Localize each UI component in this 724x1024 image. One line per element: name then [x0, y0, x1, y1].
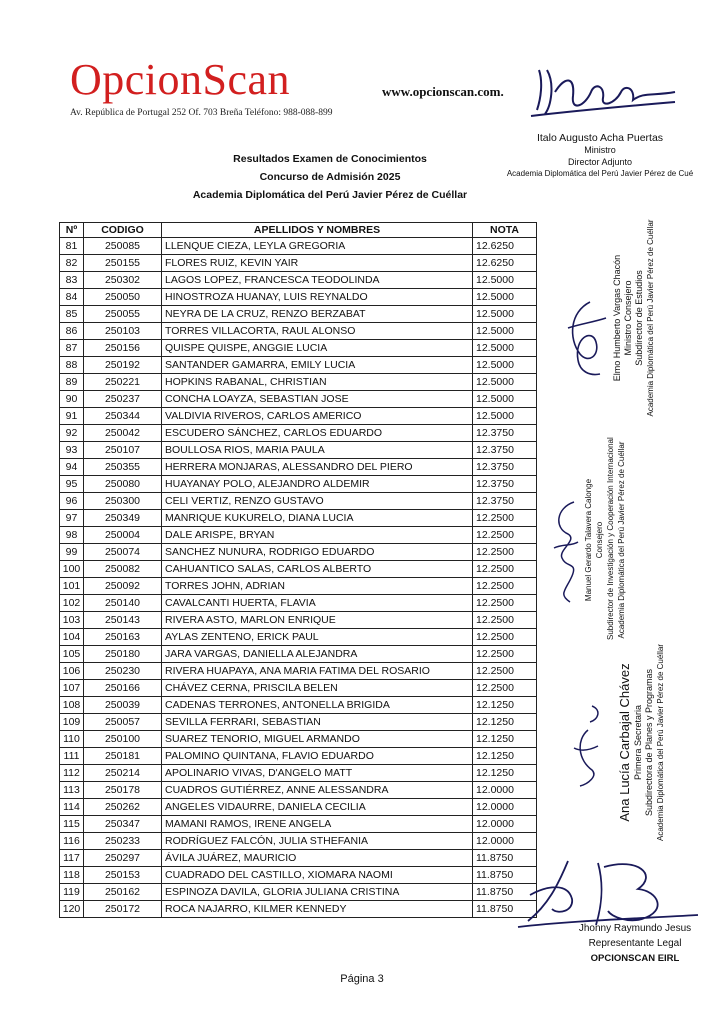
- row-grade: 12.2500: [473, 561, 537, 578]
- row-code: 250092: [84, 578, 162, 595]
- row-name: DALE ARISPE, BRYAN: [162, 527, 473, 544]
- side-signatory-3-line2: Subdirectora de Planes y Programas: [644, 668, 654, 817]
- row-grade: 12.6250: [473, 238, 537, 255]
- side-signatory-3-line1: Primera Secretaria: [633, 704, 643, 781]
- page-number: Página 3: [340, 973, 384, 985]
- row-grade: 12.2500: [473, 544, 537, 561]
- table-row: [60, 833, 537, 850]
- row-name: SUAREZ TENORIO, MIGUEL ARMANDO: [162, 731, 473, 748]
- table-row: [60, 748, 537, 765]
- row-number: 105: [60, 646, 84, 663]
- row-number: 108: [60, 697, 84, 714]
- row-code: 250166: [84, 680, 162, 697]
- row-number: 118: [60, 867, 84, 884]
- row-code: 250192: [84, 357, 162, 374]
- table-row: [60, 646, 537, 663]
- row-code: 250172: [84, 901, 162, 918]
- row-grade: 12.2500: [473, 629, 537, 646]
- row-name: QUISPE QUISPE, ANGGIE LUCIA: [162, 340, 473, 357]
- table-row: [60, 782, 537, 799]
- row-name: TORRES VILLACORTA, RAUL ALONSO: [162, 323, 473, 340]
- row-grade: 12.5000: [473, 391, 537, 408]
- top-signatory-line3: Academia Diplomática del Perú Javier Pérez de Cué: [506, 169, 694, 178]
- top-signatory-name: Italo Augusto Acha Puertas: [536, 132, 664, 144]
- row-number: 82: [60, 255, 84, 272]
- company-address: Av. República de Portugal 252 Of. 703 Breña Teléfono: 988-088-899: [70, 108, 333, 118]
- representative-role: Representante Legal: [588, 938, 682, 949]
- row-grade: 12.2500: [473, 527, 537, 544]
- side-signatory-1-line2: Subdirector de Estudios: [634, 270, 644, 366]
- row-number: 119: [60, 884, 84, 901]
- row-grade: 12.3750: [473, 425, 537, 442]
- row-code: 250178: [84, 782, 162, 799]
- row-number: 100: [60, 561, 84, 578]
- row-number: 92: [60, 425, 84, 442]
- row-number: 117: [60, 850, 84, 867]
- side-signature-1-graphic: [560, 298, 610, 380]
- row-number: 94: [60, 459, 84, 476]
- row-code: 250107: [84, 442, 162, 459]
- row-grade: 12.2500: [473, 646, 537, 663]
- row-code: 250233: [84, 833, 162, 850]
- row-grade: 12.1250: [473, 748, 537, 765]
- top-signature-graphic: [525, 62, 685, 124]
- row-grade: 11.8750: [473, 884, 537, 901]
- row-name: CELI VERTIZ, RENZO GUSTAVO: [162, 493, 473, 510]
- row-name: HERRERA MONJARAS, ALESSANDRO DEL PIERO: [162, 459, 473, 476]
- row-code: 250302: [84, 272, 162, 289]
- table-row: [60, 340, 537, 357]
- row-grade: 12.1250: [473, 731, 537, 748]
- row-grade: 12.5000: [473, 306, 537, 323]
- row-grade: 12.1250: [473, 697, 537, 714]
- table-row: [60, 272, 537, 289]
- table-row: [60, 238, 537, 255]
- row-grade: 12.5000: [473, 408, 537, 425]
- row-name: SANTANDER GAMARRA, EMILY LUCIA: [162, 357, 473, 374]
- row-code: 250140: [84, 595, 162, 612]
- row-number: 97: [60, 510, 84, 527]
- row-code: 250262: [84, 799, 162, 816]
- side-signatory-1-line1: Ministro Consejero: [623, 280, 633, 356]
- row-grade: 12.5000: [473, 340, 537, 357]
- row-number: 114: [60, 799, 84, 816]
- row-grade: 12.0000: [473, 782, 537, 799]
- representative-company: OPCIONSCAN EIRL: [590, 953, 680, 964]
- row-name: PALOMINO QUINTANA, FLAVIO EDUARDO: [162, 748, 473, 765]
- row-number: 95: [60, 476, 84, 493]
- row-name: SANCHEZ NUNURA, RODRIGO EDUARDO: [162, 544, 473, 561]
- table-row: [60, 867, 537, 884]
- row-code: 250082: [84, 561, 162, 578]
- table-row: [60, 612, 537, 629]
- row-code: 250155: [84, 255, 162, 272]
- row-number: 85: [60, 306, 84, 323]
- table-row: [60, 850, 537, 867]
- row-number: 96: [60, 493, 84, 510]
- row-number: 89: [60, 374, 84, 391]
- row-number: 86: [60, 323, 84, 340]
- row-grade: 12.3750: [473, 493, 537, 510]
- row-code: 250057: [84, 714, 162, 731]
- header-name: APELLIDOS Y NOMBRES: [162, 223, 473, 238]
- results-table: [59, 222, 537, 918]
- row-name: JARA VARGAS, DANIELLA ALEJANDRA: [162, 646, 473, 663]
- table-row: [60, 306, 537, 323]
- side-signatory-3: [617, 635, 666, 850]
- row-grade: 12.2500: [473, 510, 537, 527]
- side-signatory-3-line3: Academia Diplomática del Perú Javier Pérez de Cuéllar: [656, 644, 665, 841]
- row-code: 250180: [84, 646, 162, 663]
- row-grade: 12.6250: [473, 255, 537, 272]
- row-grade: 11.8750: [473, 850, 537, 867]
- row-name: ESPINOZA DAVILA, GLORIA JULIANA CRISTINA: [162, 884, 473, 901]
- row-number: 115: [60, 816, 84, 833]
- row-number: 113: [60, 782, 84, 799]
- row-name: RIVERA ASTO, MARLON ENRIQUE: [162, 612, 473, 629]
- row-number: 103: [60, 612, 84, 629]
- top-signatory-line1: Ministro: [584, 145, 616, 155]
- row-name: HINOSTROZA HUANAY, LUIS REYNALDO: [162, 289, 473, 306]
- row-code: 250153: [84, 867, 162, 884]
- side-signatory-2: [583, 437, 627, 640]
- row-code: 250349: [84, 510, 162, 527]
- row-name: ESCUDERO SÁNCHEZ, CARLOS EDUARDO: [162, 425, 473, 442]
- table-row: [60, 816, 537, 833]
- side-signatory-1-line3: Academia Diplomática del Perú Javier Pérez de Cuéllar: [646, 219, 655, 417]
- row-code: 250163: [84, 629, 162, 646]
- table-row: [60, 493, 537, 510]
- row-code: 250055: [84, 306, 162, 323]
- side-signatory-1: [612, 218, 656, 418]
- row-grade: 12.2500: [473, 663, 537, 680]
- row-name: ANGELES VIDAURRE, DANIELA CECILIA: [162, 799, 473, 816]
- row-grade: 11.8750: [473, 901, 537, 918]
- row-name: CADENAS TERRONES, ANTONELLA BRIGIDA: [162, 697, 473, 714]
- row-name: AYLAS ZENTENO, ERICK PAUL: [162, 629, 473, 646]
- row-number: 87: [60, 340, 84, 357]
- table-row: [60, 255, 537, 272]
- top-signatory-block: [500, 132, 700, 180]
- table-row: [60, 425, 537, 442]
- row-grade: 12.3750: [473, 442, 537, 459]
- row-name: ROCA NAJARRO, KILMER KENNEDY: [162, 901, 473, 918]
- row-code: 250039: [84, 697, 162, 714]
- side-signatory-2-line3: Academia Diplomática del Perú Javier Pérez de Cuéllar: [617, 441, 626, 639]
- row-number: 81: [60, 238, 84, 255]
- table-row: [60, 442, 537, 459]
- row-name: HUAYANAY POLO, ALEJANDRO ALDEMIR: [162, 476, 473, 493]
- table-row: [60, 391, 537, 408]
- table-row: [60, 527, 537, 544]
- row-name: CHÁVEZ CERNA, PRISCILA BELEN: [162, 680, 473, 697]
- row-code: 250074: [84, 544, 162, 561]
- row-code: 250042: [84, 425, 162, 442]
- row-grade: 12.0000: [473, 816, 537, 833]
- row-number: 88: [60, 357, 84, 374]
- row-grade: 12.5000: [473, 357, 537, 374]
- row-code: 250085: [84, 238, 162, 255]
- side-signatory-2-line1: Consejero: [595, 521, 604, 559]
- header-grade: NOTA: [473, 223, 537, 238]
- row-code: 250221: [84, 374, 162, 391]
- row-code: 250347: [84, 816, 162, 833]
- row-code: 250297: [84, 850, 162, 867]
- title-line-1: Resultados Examen de Conocimientos: [233, 153, 427, 165]
- row-code: 250214: [84, 765, 162, 782]
- row-name: ÁVILA JUÁREZ, MAURICIO: [162, 850, 473, 867]
- row-grade: 12.2500: [473, 578, 537, 595]
- side-signatory-1-name: Elmo Humberto Vargas Chacón: [612, 254, 622, 382]
- table-row: [60, 476, 537, 493]
- table-row: [60, 629, 537, 646]
- table-row: [60, 697, 537, 714]
- table-row: [60, 561, 537, 578]
- row-grade: 12.5000: [473, 374, 537, 391]
- row-name: TORRES JOHN, ADRIAN: [162, 578, 473, 595]
- row-name: NEYRA DE LA CRUZ, RENZO BERZABAT: [162, 306, 473, 323]
- row-grade: 12.1250: [473, 714, 537, 731]
- header-number: Nº: [60, 223, 84, 238]
- row-code: 250162: [84, 884, 162, 901]
- row-code: 250230: [84, 663, 162, 680]
- table-row: [60, 357, 537, 374]
- row-number: 111: [60, 748, 84, 765]
- row-grade: 12.2500: [473, 680, 537, 697]
- row-number: 112: [60, 765, 84, 782]
- row-code: 250080: [84, 476, 162, 493]
- row-grade: 12.2500: [473, 612, 537, 629]
- company-logo: OpcionScan: [70, 55, 291, 104]
- table-row: [60, 731, 537, 748]
- row-grade: 12.5000: [473, 272, 537, 289]
- side-signature-3-graphic: [568, 700, 608, 790]
- row-code: 250181: [84, 748, 162, 765]
- row-code: 250143: [84, 612, 162, 629]
- title-line-3: Academia Diplomática del Perú Javier Pérez de Cuéllar: [192, 189, 468, 201]
- row-name: MAMANI RAMOS, IRENE ANGELA: [162, 816, 473, 833]
- table-row: [60, 884, 537, 901]
- row-name: RIVERA HUAPAYA, ANA MARIA FATIMA DEL ROSARIO: [162, 663, 473, 680]
- row-code: 250156: [84, 340, 162, 357]
- table-row: [60, 663, 537, 680]
- row-code: 250344: [84, 408, 162, 425]
- row-number: 99: [60, 544, 84, 561]
- table-row: [60, 544, 537, 561]
- table-row: [60, 374, 537, 391]
- row-name: MANRIQUE KUKURELO, DIANA LUCIA: [162, 510, 473, 527]
- representative-name: Jhonny Raymundo Jesus: [578, 923, 692, 934]
- row-code: 250355: [84, 459, 162, 476]
- representative-block: [560, 921, 710, 966]
- row-name: FLORES RUIZ, KEVIN YAIR: [162, 255, 473, 272]
- row-grade: 12.3750: [473, 459, 537, 476]
- row-number: 109: [60, 714, 84, 731]
- row-grade: 12.5000: [473, 289, 537, 306]
- table-row: [60, 323, 537, 340]
- row-name: RODRÍGUEZ FALCÓN, JULIA STHEFANIA: [162, 833, 473, 850]
- row-grade: 12.0000: [473, 833, 537, 850]
- row-number: 107: [60, 680, 84, 697]
- row-name: CAHUANTICO SALAS, CARLOS ALBERTO: [162, 561, 473, 578]
- row-name: SEVILLA FERRARI, SEBASTIAN: [162, 714, 473, 731]
- row-number: 83: [60, 272, 84, 289]
- table-row: [60, 901, 537, 918]
- row-name: APOLINARIO VIVAS, D'ANGELO MATT: [162, 765, 473, 782]
- row-number: 104: [60, 629, 84, 646]
- row-number: 90: [60, 391, 84, 408]
- document-title: [150, 150, 510, 204]
- table-body: [60, 238, 537, 918]
- header-code: CODIGO: [84, 223, 162, 238]
- row-code: 250050: [84, 289, 162, 306]
- table-header-row: [60, 223, 537, 238]
- table-row: [60, 765, 537, 782]
- row-grade: 12.2500: [473, 595, 537, 612]
- row-number: 101: [60, 578, 84, 595]
- table-row: [60, 459, 537, 476]
- title-line-2: Concurso de Admisión 2025: [259, 171, 401, 183]
- side-signatory-2-line2: Subdirector de Investigación y Cooperación Internacional: [606, 437, 615, 640]
- row-number: 120: [60, 901, 84, 918]
- row-code: 250100: [84, 731, 162, 748]
- row-number: 91: [60, 408, 84, 425]
- table-row: [60, 799, 537, 816]
- row-name: CAVALCANTI HUERTA, FLAVIA: [162, 595, 473, 612]
- row-grade: 12.0000: [473, 799, 537, 816]
- row-grade: 12.3750: [473, 476, 537, 493]
- row-number: 106: [60, 663, 84, 680]
- table-row: [60, 714, 537, 731]
- row-number: 93: [60, 442, 84, 459]
- row-name: HOPKINS RABANAL, CHRISTIAN: [162, 374, 473, 391]
- row-number: 110: [60, 731, 84, 748]
- row-number: 102: [60, 595, 84, 612]
- row-number: 116: [60, 833, 84, 850]
- row-name: CUADROS GUTIÉRREZ, ANNE ALESSANDRA: [162, 782, 473, 799]
- row-name: VALDIVIA RIVEROS, CARLOS AMERICO: [162, 408, 473, 425]
- side-signatory-3-name: Ana Lucía Carbajal Chávez: [617, 663, 632, 822]
- table-row: [60, 408, 537, 425]
- row-grade: 11.8750: [473, 867, 537, 884]
- row-code: 250237: [84, 391, 162, 408]
- row-grade: 12.5000: [473, 323, 537, 340]
- row-name: CONCHA LOAYZA, SEBASTIAN JOSE: [162, 391, 473, 408]
- row-code: 250103: [84, 323, 162, 340]
- row-name: BOULLOSA RIOS, MARIA PAULA: [162, 442, 473, 459]
- table-row: [60, 510, 537, 527]
- row-number: 98: [60, 527, 84, 544]
- table-row: [60, 680, 537, 697]
- row-name: LAGOS LOPEZ, FRANCESCA TEODOLINDA: [162, 272, 473, 289]
- table-row: [60, 289, 537, 306]
- top-signatory-line2: Director Adjunto: [567, 157, 633, 167]
- table-row: [60, 578, 537, 595]
- row-name: LLENQUE CIEZA, LEYLA GREGORIA: [162, 238, 473, 255]
- side-signatory-2-name: Manuel Gerardo Talavera Calonge: [584, 478, 593, 602]
- row-code: 250004: [84, 527, 162, 544]
- side-signature-2-graphic: [548, 498, 584, 606]
- row-grade: 12.1250: [473, 765, 537, 782]
- table-row: [60, 595, 537, 612]
- row-name: CUADRADO DEL CASTILLO, XIOMARA NAOMI: [162, 867, 473, 884]
- row-number: 84: [60, 289, 84, 306]
- company-website: www.opcionscan.com.: [382, 84, 504, 99]
- row-code: 250300: [84, 493, 162, 510]
